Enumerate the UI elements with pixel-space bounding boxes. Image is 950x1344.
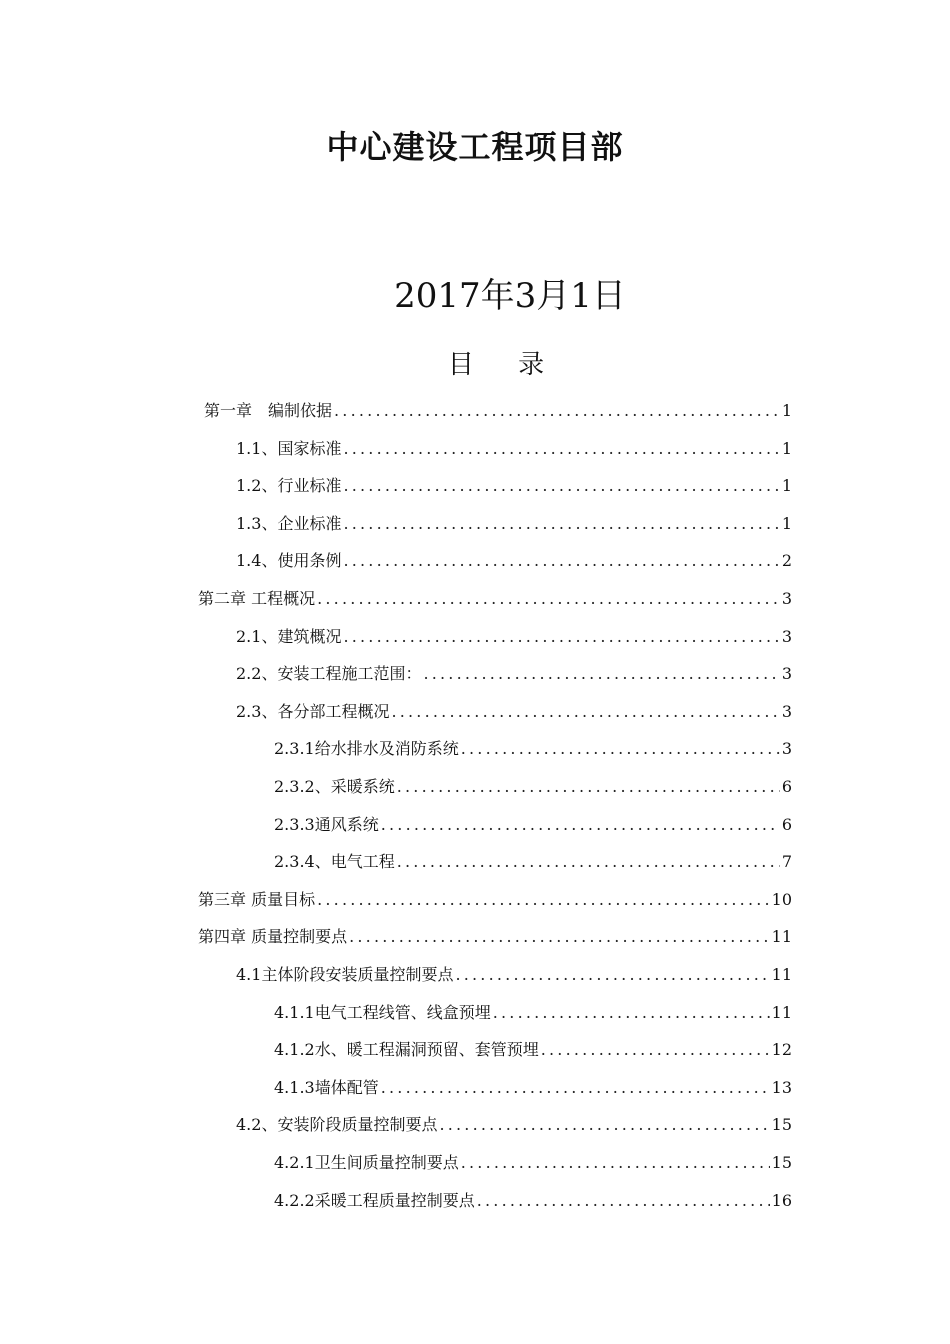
toc-entry[interactable] xyxy=(274,1075,792,1099)
toc-leader-dots xyxy=(317,589,780,608)
toc-entry[interactable] xyxy=(274,1150,792,1174)
toc-entry-page: 11 xyxy=(771,927,792,947)
toc-entry-label: 2.3、各分部工程概况 xyxy=(236,701,390,721)
toc-leader-dots xyxy=(493,1003,770,1022)
toc-entry-label: 4.2、安装阶段质量控制要点 xyxy=(236,1115,438,1135)
toc-entry-page: 6 xyxy=(781,777,792,796)
toc-entry-page: 1 xyxy=(781,513,792,533)
toc-leader-dots xyxy=(317,890,770,909)
toc-entry[interactable] xyxy=(274,849,792,873)
toc-leader-dots xyxy=(461,739,780,758)
toc-entry[interactable] xyxy=(274,774,792,798)
toc-entry[interactable] xyxy=(274,736,792,760)
toc-entry-page: 11 xyxy=(771,1002,792,1022)
toc-leader-dots xyxy=(541,1040,770,1059)
toc-title: 目 录 xyxy=(447,350,563,380)
toc-entry[interactable] xyxy=(198,586,792,610)
toc-leader-dots xyxy=(381,815,780,834)
toc-entry-page: 12 xyxy=(771,1040,792,1060)
toc-entry-page: 3 xyxy=(781,664,792,684)
toc-entry-page: 3 xyxy=(781,739,792,759)
toc-entry-page: 15 xyxy=(771,1115,792,1135)
toc-leader-dots xyxy=(397,777,780,796)
toc-entry[interactable] xyxy=(236,473,792,497)
organization-title: 中心建设工程项目部 xyxy=(326,128,624,166)
toc-entry-page: 15 xyxy=(771,1153,792,1172)
toc-leader-dots xyxy=(477,1191,770,1210)
toc-entry-label: 2.3.4、电气工程 xyxy=(274,852,395,872)
toc-entry-page: 3 xyxy=(781,589,792,608)
toc-leader-dots xyxy=(397,852,780,871)
toc-entry-label: 4.2.2采暖工程质量控制要点 xyxy=(274,1190,475,1210)
toc-entry[interactable] xyxy=(204,398,792,422)
toc-leader-dots xyxy=(334,401,780,420)
toc-leader-dots xyxy=(455,965,769,984)
toc-entry[interactable] xyxy=(236,511,792,535)
toc-entry-label: 第三章 质量目标 xyxy=(198,889,316,909)
toc-entry[interactable] xyxy=(236,624,792,648)
toc-entry[interactable] xyxy=(236,699,792,723)
toc-entry-page: 1 xyxy=(781,438,792,458)
toc-entry-label: 第四章 质量控制要点 xyxy=(198,927,348,947)
toc-leader-dots xyxy=(381,1078,770,1097)
document-date: 2017年3月1日 xyxy=(394,276,626,316)
toc-leader-dots xyxy=(343,439,779,458)
toc-entry-label: 1.3、企业标准 xyxy=(236,513,342,533)
toc-entry-page: 16 xyxy=(771,1190,792,1210)
toc-entry[interactable] xyxy=(274,812,792,836)
toc-entry-label: 2.1、建筑概况 xyxy=(236,626,342,646)
toc-entry-page: 13 xyxy=(771,1077,792,1097)
toc-leader-dots xyxy=(349,927,770,946)
toc-entry[interactable] xyxy=(236,962,792,986)
toc-entry-label: 第一章 编制依据 xyxy=(204,401,333,420)
toc-entry-label: 4.1.2水、暖工程漏洞预留、套管预埋 xyxy=(274,1040,539,1060)
toc-leader-dots xyxy=(423,664,779,683)
toc-entry-label: 2.3.1给水排水及消防系统 xyxy=(274,739,459,759)
toc-entry[interactable] xyxy=(198,924,792,948)
toc-leader-dots xyxy=(343,627,779,646)
toc-entry[interactable] xyxy=(236,548,792,572)
toc-entry[interactable] xyxy=(236,436,792,460)
toc-entry-page: 3 xyxy=(781,701,792,721)
toc-entry-page: 6 xyxy=(781,814,792,834)
toc-leader-dots xyxy=(391,702,779,721)
toc-entry-page: 3 xyxy=(781,626,792,646)
toc-entry-label: 2.3.2、采暖系统 xyxy=(274,777,395,796)
toc-entry-page: 11 xyxy=(771,965,792,984)
toc-entry[interactable] xyxy=(236,1112,792,1136)
toc-entry-label: 4.1.3墙体配管 xyxy=(274,1077,379,1097)
toc-entry[interactable] xyxy=(274,1037,792,1061)
toc-leader-dots xyxy=(439,1115,769,1134)
toc-entry-label: 1.4、使用条例 xyxy=(236,551,342,571)
toc-entry-label: 第二章 工程概况 xyxy=(198,589,316,608)
toc-entry-page: 1 xyxy=(781,401,792,420)
toc-entry-label: 2.2、安装工程施工范围： xyxy=(236,664,422,684)
toc-leader-dots xyxy=(343,476,779,495)
toc-leader-dots xyxy=(343,551,779,570)
toc-entry-label: 2.3.3通风系统 xyxy=(274,814,379,834)
toc-entry[interactable] xyxy=(274,1188,792,1212)
toc-entry-page: 7 xyxy=(781,852,792,872)
toc-leader-dots xyxy=(343,514,779,533)
toc-entry[interactable] xyxy=(236,661,792,685)
toc-entry-label: 4.2.1卫生间质量控制要点 xyxy=(274,1153,459,1172)
toc-entry-label: 1.2、行业标准 xyxy=(236,476,342,496)
toc-leader-dots xyxy=(461,1153,770,1172)
toc-entry[interactable] xyxy=(198,887,792,911)
toc-entry-page: 2 xyxy=(781,551,792,571)
toc-entry-page: 1 xyxy=(781,476,792,496)
toc-entry-label: 1.1、国家标准 xyxy=(236,438,342,458)
toc-entry-page: 10 xyxy=(771,889,792,909)
toc-entry-label: 4.1.1电气工程线管、线盒预埋 xyxy=(274,1002,491,1022)
toc-entry-label: 4.1主体阶段安装质量控制要点 xyxy=(236,965,454,984)
toc-entry[interactable] xyxy=(274,1000,792,1024)
